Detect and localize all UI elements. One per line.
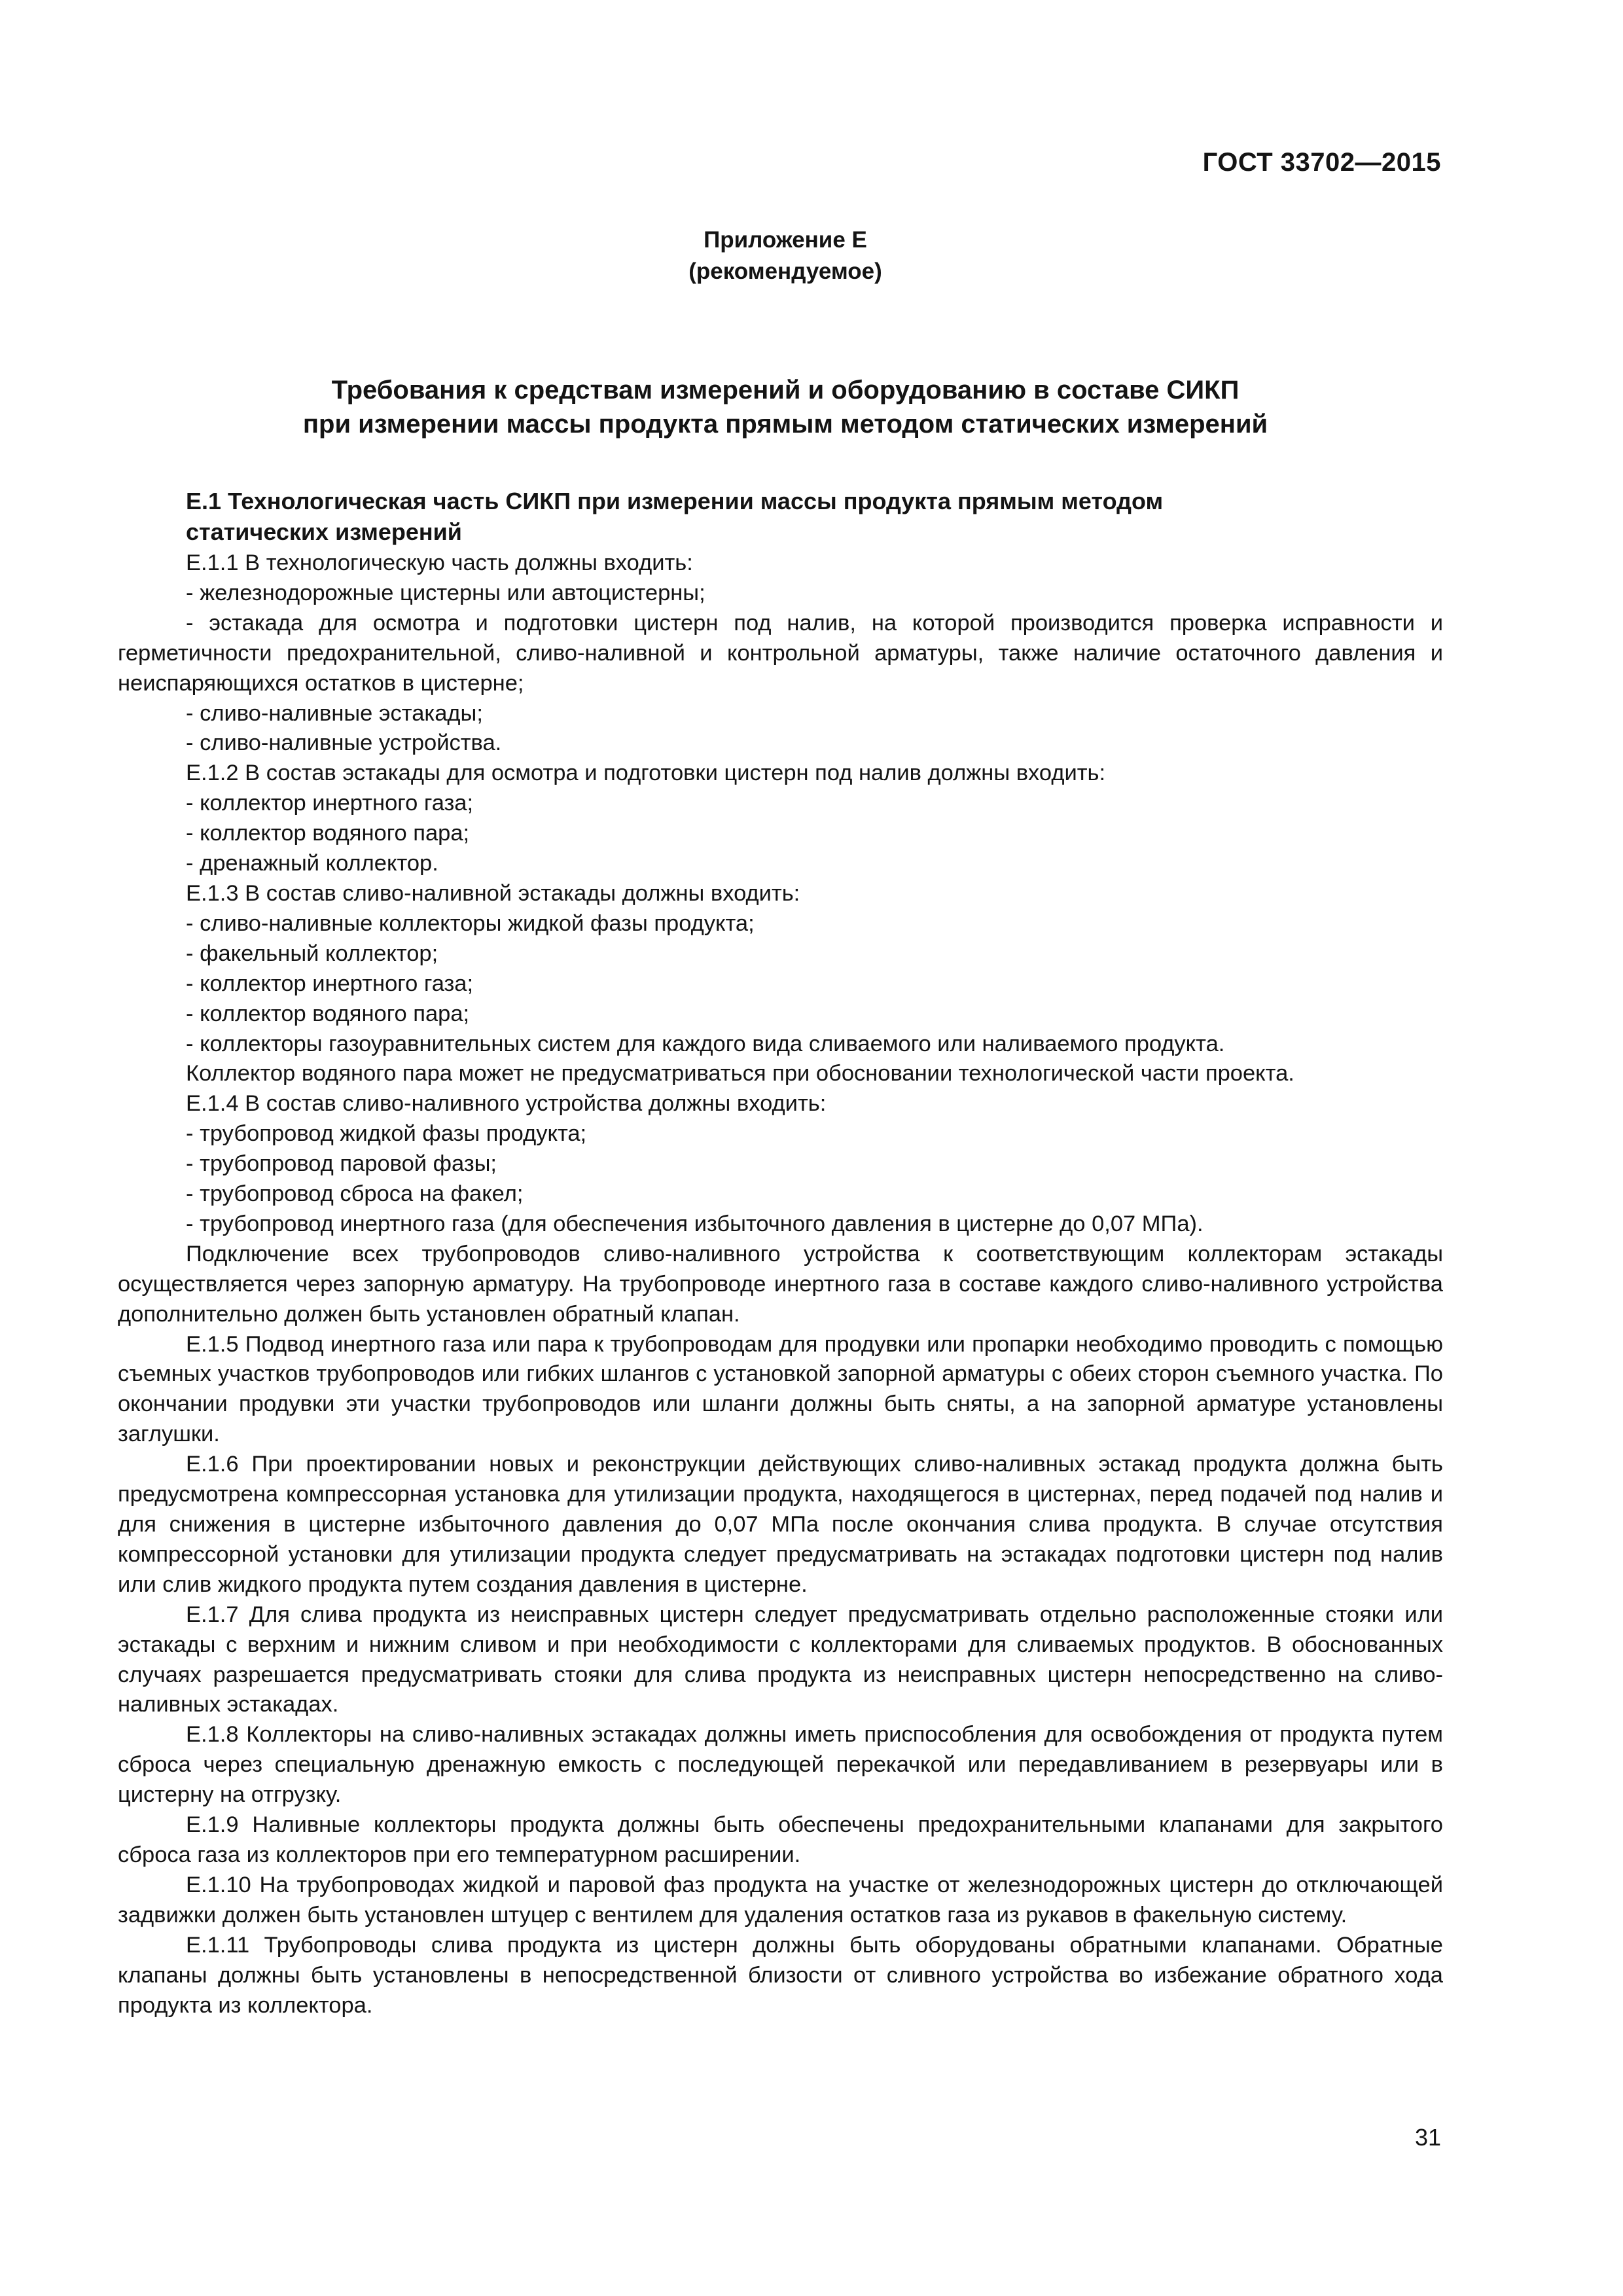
paragraph: Е.1.10 На трубопроводах жидкой и паровой фаз продукта на участке от железнодорожных цистерн до отключающей задвижки должен быть установлен штуцер с вентилем для удаления остатков газа из рукавов в факельную систему.	[118, 1872, 1443, 1928]
appendix-label: Приложение Е	[704, 227, 867, 253]
list-item: - трубопровод инертного газа (для обеспечения избыточного давления в цистерне до 0,07 МПа).	[186, 1211, 1204, 1236]
section-body	[118, 486, 1443, 2020]
paragraph: Е.1.4 В состав сливо-наливного устройства должны входить:	[186, 1091, 827, 1117]
paragraph: Е.1.5 Подвод инертного газа или пара к трубопроводам для продувки или пропарки необходимо проводить с помощью съемных участков трубопроводов или гибких шлангов с установкой запорной арматуры с обеих сторон съемного участка. По окончании продувки эти участки трубопроводов или шланги должны быть сняты, а на запорной арматуре установлены заглушки.	[118, 1331, 1443, 1447]
paragraph: Е.1.7 Для слива продукта из неисправных цистерн следует предусматривать отдельно расположенные стояки или эстакады с верхним и нижним сливом и при необходимости с коллекторами для сливаемых продуктов. В обоснованных случаях разрешается предусматривать стояки для слива продукта из неисправных цистерн непосредственно на сливо-наливных эстакадах.	[118, 1602, 1443, 1717]
paragraph: Е.1.3 В состав сливо-наливной эстакады должны входить:	[186, 880, 800, 906]
paragraph: Е.1.1 В технологическую часть должны входить:	[186, 550, 693, 575]
list-item: - дренажный коллектор.	[186, 851, 438, 876]
appendix-status: (рекомендуемое)	[688, 259, 882, 284]
list-item: - трубопровод жидкой фазы продукта;	[186, 1121, 587, 1147]
list-item: - сливо-наливные устройства.	[186, 730, 502, 756]
section-heading-line-1: Е.1 Технологическая часть СИКП при измерении массы продукта прямым методом	[186, 488, 1164, 514]
page-number: 31	[1414, 2124, 1441, 2151]
list-item: - трубопровод паровой фазы;	[186, 1151, 497, 1177]
document-number: ГОСТ 33702—2015	[1202, 148, 1441, 177]
title-line-2: при измерении массы продукта прямым методом статических измерений	[302, 410, 1268, 439]
list-item: - факельный коллектор;	[186, 941, 438, 966]
list-item: - коллектор водяного пара;	[186, 1001, 470, 1026]
paragraph: Коллектор водяного пара может не предусматриваться при обосновании технологической части проекта.	[186, 1061, 1294, 1086]
list-item: - сливо-наливные эстакады;	[186, 700, 483, 726]
paragraph: Е.1.8 Коллекторы на сливо-наливных эстакадах должны иметь приспособления для освобождения от продукта путем сброса через специальную дренажную емкость с последующей перекачкой или передавливанием в резервуары или в цистерну на отгрузку.	[118, 1722, 1443, 1808]
list-item: - коллекторы газоуравнительных систем для каждого вида сливаемого или наливаемого продукта.	[186, 1031, 1225, 1056]
list-item: - железнодорожные цистерны или автоцистерны;	[186, 580, 705, 605]
list-item: - коллектор инертного газа;	[186, 971, 474, 996]
section-heading	[118, 486, 1443, 547]
appendix-title	[0, 373, 1571, 441]
paragraph: Е.1.6 При проектировании новых и реконструкции действующих сливо-наливных эстакад продукта должна быть предусмотрена компрессорная установка для утилизации продукта, находящегося в цистернах, перед подачей под налив и для снижения в цистерне избыточного давления до 0,07 МПа после окончания слива продукта. В случае отсутствия компрессорной установки для утилизации продукта следует предусматривать на эстакадах подготовки цистерн под налив или слив жидкого продукта путем создания давления в цистерне.	[118, 1452, 1443, 1597]
paragraph: Е.1.2 В состав эстакады для осмотра и подготовки цистерн под налив должны входить:	[186, 761, 1106, 786]
section-heading-line-2: статических измерений	[186, 518, 462, 545]
list-item: - сливо-наливные коллекторы жидкой фазы продукта;	[186, 910, 755, 936]
appendix-heading	[0, 224, 1571, 287]
list-item: - эстакада для осмотра и подготовки цистерн под налив, на которой производится проверка исправности и герметичности предохранительной, сливо-наливной и контрольной арматуры, также наличие остаточного давления и неиспаряющихся остатков в цистерне;	[118, 610, 1443, 696]
list-item: - коллектор водяного пара;	[186, 821, 470, 846]
paragraph: Е.1.11 Трубопроводы слива продукта из цистерн должны быть оборудованы обратными клапанами. Обратные клапаны должны быть установлены в непосредственной близости от сливного устройства во избежание обратного хода продукта из коллектора.	[118, 1932, 1443, 2018]
list-item: - трубопровод сброса на факел;	[186, 1181, 524, 1207]
paragraph: Е.1.9 Наливные коллекторы продукта должны быть обеспечены предохранительными клапанами для закрытого сброса газа из коллекторов при его температурном расширении.	[118, 1812, 1443, 1867]
title-line-1: Требования к средствам измерений и оборудованию в составе СИКП	[331, 376, 1240, 404]
list-item: - коллектор инертного газа;	[186, 791, 474, 816]
paragraph: Подключение всех трубопроводов сливо-наливного устройства к соответствующим коллекторам эстакады осуществляется через запорную арматуру. На трубопроводе инертного газа в составе каждого сливо-наливного устройства дополнительно должен быть установлен обратный клапан.	[118, 1241, 1443, 1327]
